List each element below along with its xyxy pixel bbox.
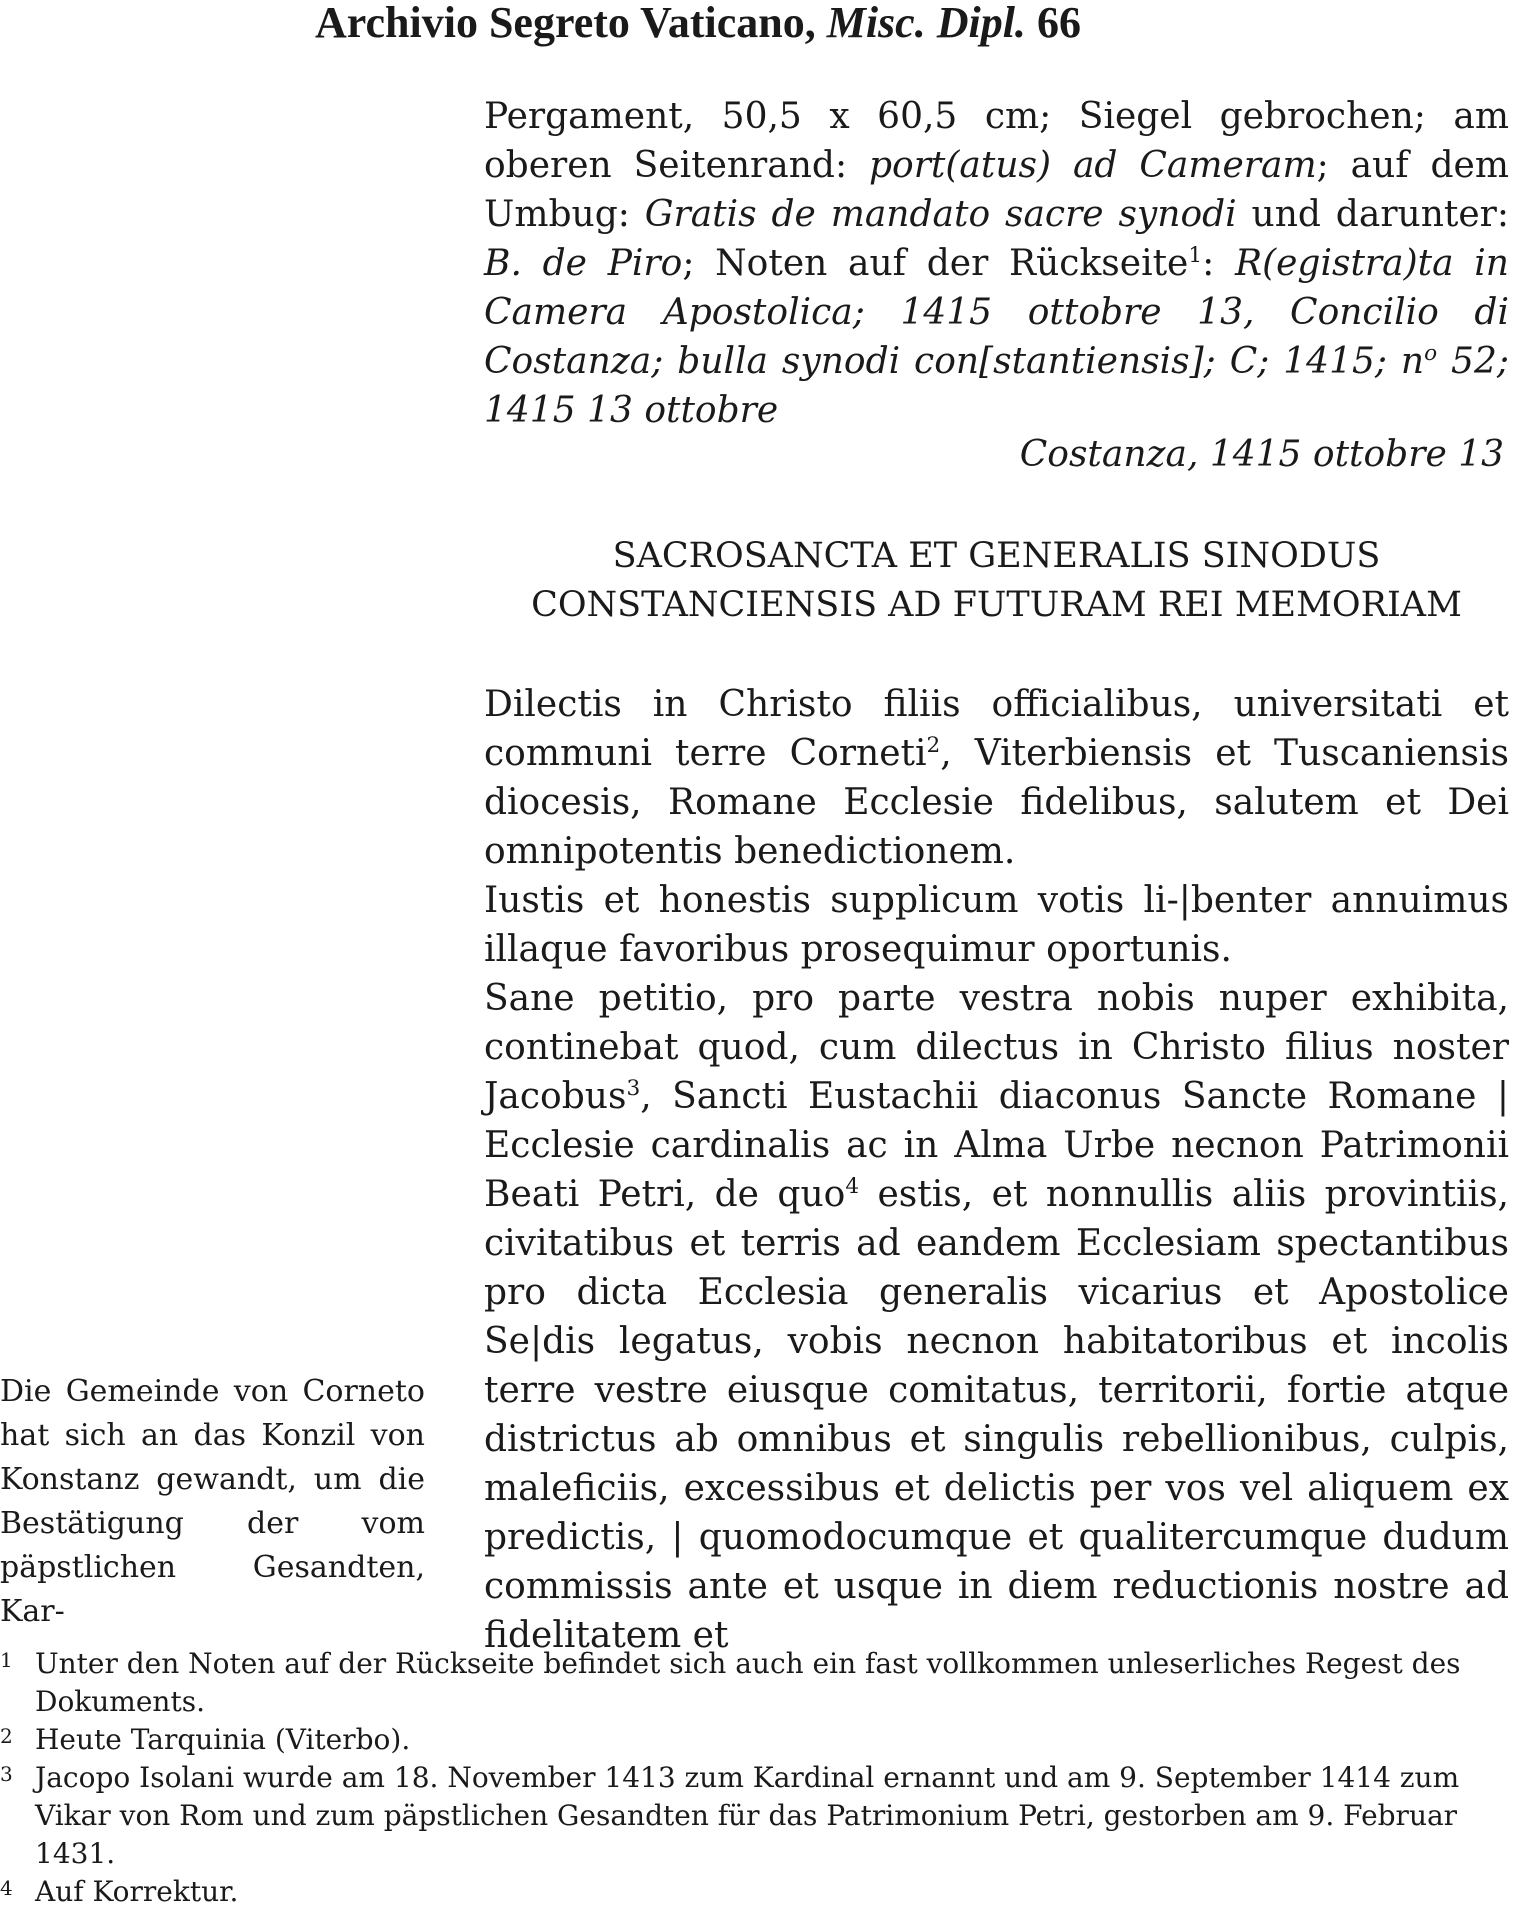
body-paragraph: Iustis et honestis supplicum votis li-|benter annuimus illaque favoribus prosequimur oportunis.	[484, 880, 1509, 970]
footnotes	[0, 1645, 1470, 1911]
document-description	[484, 92, 1509, 435]
footnote: 1 Unter den Noten auf der Rückseite befindet sich auch ein fast vollkommen unleserliches Regest des Dokuments.	[0, 1645, 1470, 1721]
footnote-ref: 3	[626, 1076, 641, 1101]
footnote-number: 3	[0, 1762, 13, 1786]
footnote-ref: 1	[1188, 243, 1203, 268]
footnote-number: 2	[0, 1724, 13, 1748]
footnote: 3 Jacopo Isolani wurde am 18. November 1413 zum Kardinal ernannt und am 9. September 1414 zum Vikar von Rom und zum päpstlichen Gesandten für das Patrimonium Petri, gestorben am 9. Februar 1431.	[0, 1759, 1470, 1873]
footnote: 2 Heute Tarquinia (Viterbo).	[0, 1721, 1470, 1759]
footnote-number: 4	[0, 1876, 13, 1900]
body-paragraph: Dilectis in Christo filiis officialibus, universitati et communi terre Corneti$^2$, Viterbiensis et Tuscaniensis diocesis, Romane Ecclesie fidelibus, salutem et Dei omnipotentis benedictionem.	[484, 684, 1509, 872]
description-paragraph: Pergament, 50,5 x 60,5 cm; Siegel gebrochen; am oberen Seitenrand: port(atus) ad Cameram; auf dem Umbug: Gratis de mandato sacre synodi und darunter: B. de Piro; Noten auf der Rückseite$^1$: R(egistra)ta in Camera Apostolica; 1415 ottobre 13, Concilio di Costanza; bulla synodi con[stantiensis]; C; 1415; $n^o$ 52; 1415 13 ottobre	[484, 96, 1510, 431]
footnote-ref: 2	[926, 733, 941, 758]
heading-line: CONSTANCIENSIS AD FUTURAM REI MEMORIAM	[531, 585, 1462, 625]
footnote: 4 Auf Korrektur.	[0, 1873, 1470, 1911]
document-body	[484, 680, 1509, 1660]
margin-note: Die Gemeinde von Corneto hat sich an das Konzil von Konstanz gewandt, um die Bestätigung der vom päpstlichen Gesandten, Kar-	[0, 1374, 425, 1629]
body-paragraph: Sane petitio, pro parte vestra nobis nuper exhibita, continebat quod, cum dilectus in Christo filius noster Jacobus$^3$, Sancti Eustachii diaconus Sancte Romane | Ecclesie cardinalis ac in Alma Urbe necnon Patrimonii Beati Petri, de quo$^4$ estis, et nonnullis aliis provintiis, civitatibus et terris ad eandem Ecclesiam spectantibus pro dicta Ecclesia generalis vicarius et Apostolice Se|dis legatus, vobis necnon habitatoribus et incolis terre vestre eiusque comitatus, territorii, fortie atque districtus ab omnibus et singulis rebellionibus, culpis, maleficiis, excessibus et delictis per vos vel aliquem ex predictis, | quomodocumque et qualitercumque dudum commissis ante et usque in diem reductionis nostre ad fidelitatem et	[484, 978, 1509, 1656]
document-date: Costanza, 1415 ottobre 13	[1019, 434, 1504, 475]
document-heading	[484, 532, 1509, 630]
footnote-number: 1	[0, 1648, 13, 1672]
heading-line: SACROSANCTA ET GENERALIS SINODUS	[612, 536, 1381, 576]
page-title: Archivio Segreto Vaticano, Misc. Dipl. 66	[315, 0, 1081, 47]
footnote-ref: 4	[845, 1174, 860, 1199]
